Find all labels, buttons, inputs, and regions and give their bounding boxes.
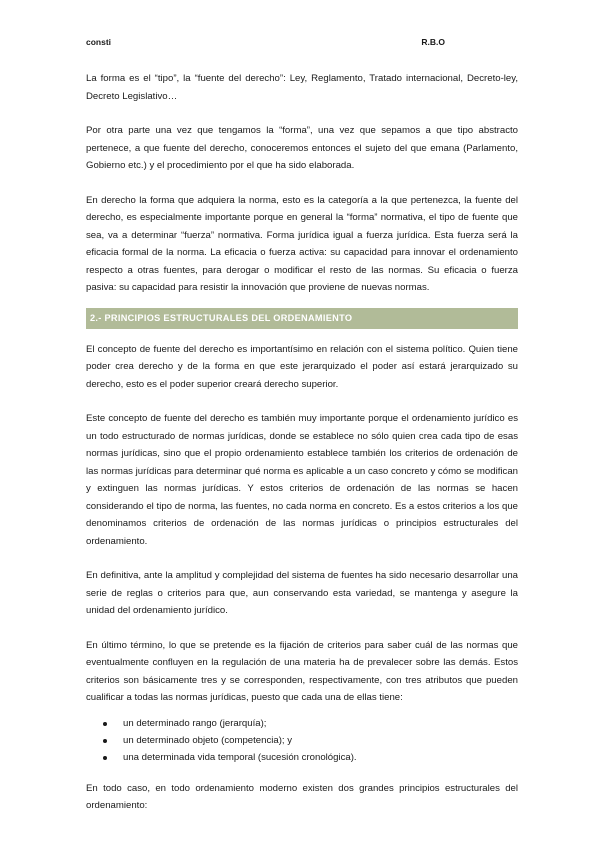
paragraph: Por otra parte una vez que tengamos la “forma”, una vez que sepamos a que tipo abstracto pertenece, a que fuente del derecho, conoceremos entonces el sujeto del que emana (Parlamento, Gobierno etc.) y el procedimiento por el que ha sido elaborada.: [86, 125, 518, 171]
page-header: [86, 37, 513, 51]
paragraph: La forma es el “tipo”, la “fuente del derecho”: Ley, Reglamento, Tratado internacional, Decreto-ley, Decreto Legislativo…: [86, 73, 518, 102]
paragraph: En todo caso, en todo ordenamiento moderno existen dos grandes principios estructurales del ordenamiento:: [86, 782, 518, 811]
list-item-text: un determinado objeto (competencia); y: [123, 734, 293, 746]
list-item: [86, 732, 518, 749]
header-subject: consti: [86, 37, 112, 47]
list-item: [86, 749, 518, 766]
criteria-list: [86, 715, 518, 766]
list-item-text: una determinada vida temporal (sucesión cronológica).: [123, 751, 357, 763]
document-body: [86, 70, 518, 815]
paragraph: En último término, lo que se pretende es la fijación de criterios para saber cuál de las normas que eventualmente confluyen en la regulación de una materia ha de prevalecer sobre las demás. Estos criterios son básicamente tres y se corresponden, respectivamente, con tres atributos que pueden cualificar a todas las normas jurídicas, puesto que cada una de ellas tiene:: [86, 639, 518, 703]
bullet-icon: [103, 756, 107, 760]
bullet-icon: [103, 722, 107, 726]
header-author: R.B.O: [421, 37, 445, 47]
paragraph: El concepto de fuente del derecho es importantísimo en relación con el sistema político. Quien tiene poder crea derecho y de la forma en que este jerarquizado el poder así estará jerarquizado su derecho, esto es el poder superior creará derecho superior.: [86, 343, 518, 390]
bullet-icon: [103, 739, 107, 743]
paragraph: Este concepto de fuente del derecho es también muy importante porque el ordenamiento jurídico es un todo estructurado de normas jurídicas, donde se establece no sólo quien crea cada tipo de esas normas jurídicas, sino que el propio ordenamiento establece también los criterios de ordenación de las normas jurídicas para determinar qué norma es aplicable a un caso concreto y cómo se modifican y extinguen las normas jurídicas. Y estos criterios de ordenación de las normas se hacen considerando el tipo de norma, las fuentes, no cada norma en concreto. Es a estos criterios a los que denominamos criterios de ordenación de las normas jurídicas o principios estructurales del ordenamiento.: [86, 413, 518, 547]
list-item: [86, 715, 518, 732]
paragraph: En definitiva, ante la amplitud y complejidad del sistema de fuentes ha sido necesario desarrollar una serie de reglas o criterios para que, aun conservando esta variedad, se mantenga y asegure la unidad del ordenamiento jurídico.: [86, 570, 518, 616]
list-item-text: un determinado rango (jerarquía);: [123, 717, 267, 729]
paragraph: En derecho la forma que adquiera la norma, esto es la categoría a la que pertenezca, la fuente del derecho, es especialmente importante porque en general la “forma” normativa, el tipo de fuente que sea, va a determinar “fuerza” normativa. Forma jurídica igual a fuerza jurídica. Esta fuerza será la eficacia formal de la norma. La eficacia o fuerza activa: su capacidad para innovar el ordenamiento respecto a otras fuentes, para derogar o modificar el resto de las normas. Su eficacia o fuerza pasiva: su capacidad para resistir la innovación que proviene de nuevas normas.: [86, 194, 518, 293]
section-heading: 2.- PRINCIPIOS ESTRUCTURALES DEL ORDENAMIENTO: [86, 308, 518, 329]
